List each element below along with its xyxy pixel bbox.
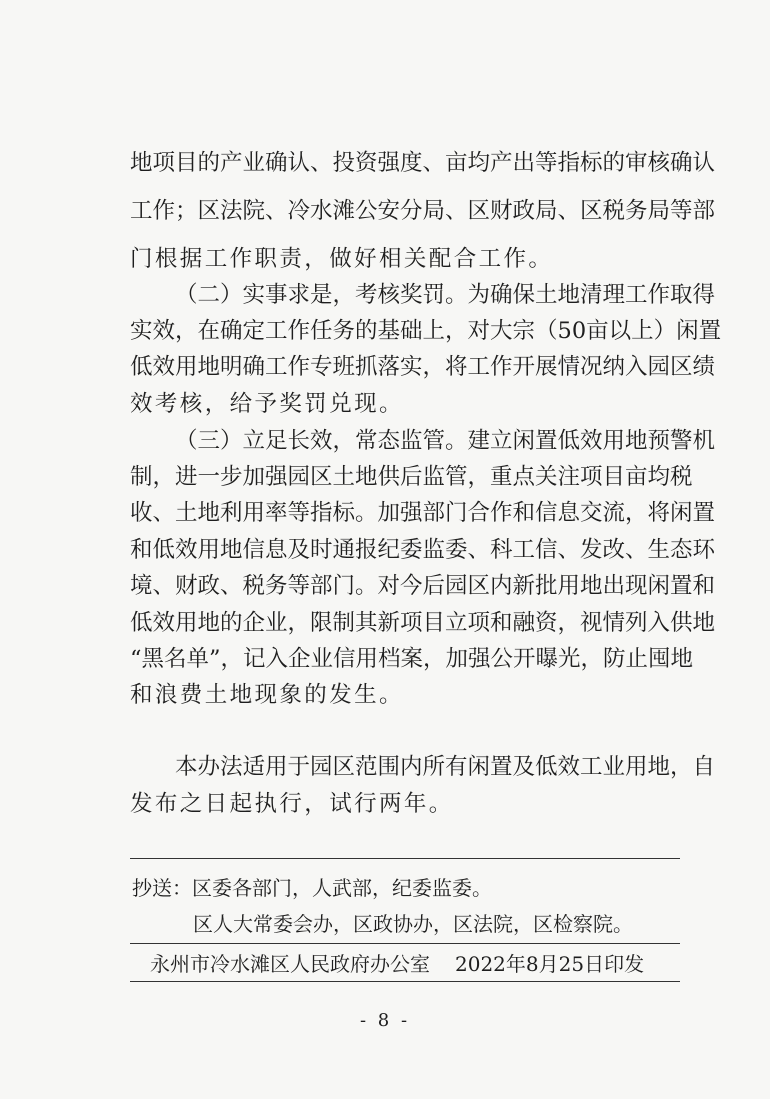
body-line: “黑名单”，记入企业信用档案，加强公开曝光，防止囤地 [130, 646, 694, 672]
cc-line-primary: 抄送：区委各部门，人武部，纪委监委。 [132, 876, 492, 900]
body-line: 制，进一步加强园区土地供后监管，重点关注项目亩均税 [130, 464, 693, 490]
body-line: 收、土地利用率等指标。加强部门合作和信息交流，将闲置 [130, 500, 716, 526]
body-line: 工作；区法院、冷水滩公安分局、区财政局、区税务局等部 [130, 198, 716, 224]
body-line: 和浪费土地现象的发生。 [130, 682, 404, 708]
body-line: 地项目的产业确认、投资强度、亩均产出等指标的审核确认 [130, 150, 716, 176]
section-heading-line: （三）立足长效，常态监管。建立闲置低效用地预警机 [175, 428, 716, 454]
body-line: 发布之日起执行，试行两年。 [130, 791, 454, 817]
body-line: 门根据工作职责，做好相关配合工作。 [130, 246, 554, 272]
page-number: - 8 - [359, 1010, 411, 1031]
body-line: 本办法适用于园区范围内所有闲置及低效工业用地，自 [175, 754, 716, 780]
issue-date: 2022年8月25日印发 [455, 952, 645, 976]
cc-line-secondary: 区人大常委会办，区政协办，区法院，区检察院。 [193, 912, 633, 936]
body-line: 和低效用地信息及时通报纪委监委、科工信、发改、生态环 [130, 537, 716, 563]
footer-bottom-rule [130, 981, 680, 982]
footer-middle-rule [130, 943, 680, 944]
footer-top-rule [130, 858, 680, 859]
body-line: 境、财政、税务等部门。对今后园区内新批用地出现闲置和 [130, 573, 716, 599]
issuing-office: 永州市冷水滩区人民政府办公室 [150, 952, 430, 976]
section-heading-line: （二）实事求是，考核奖罚。为确保土地清理工作取得 [175, 282, 716, 308]
body-line: 实效，在确定工作任务的基础上，对大宗（50亩以上）闲置 [130, 318, 722, 344]
body-line: 低效用地明确工作专班抓落实，将工作开展情况纳入园区绩 [130, 354, 716, 380]
body-line: 效考核，给予奖罚兑现。 [130, 391, 404, 417]
body-line: 低效用地的企业，限制其新项目立项和融资，视情列入供地 [130, 610, 716, 636]
